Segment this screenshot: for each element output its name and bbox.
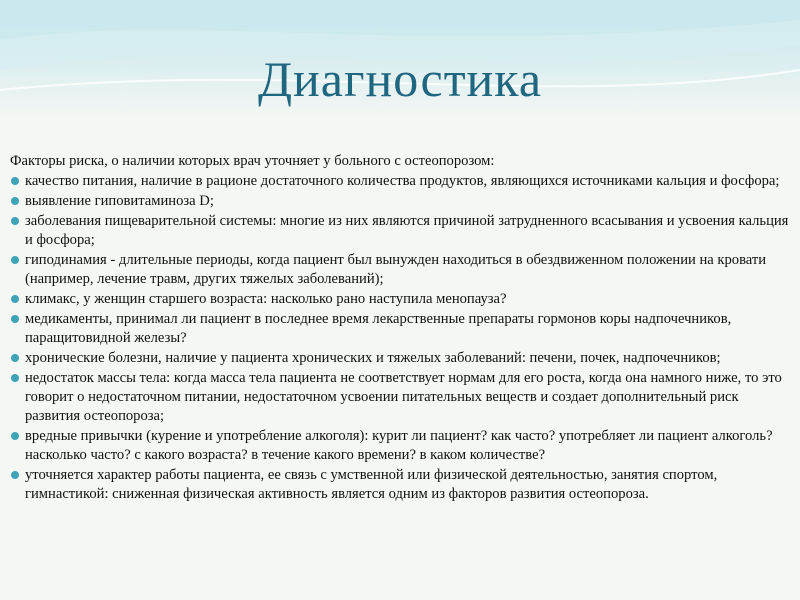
risk-factor-list	[9, 172, 794, 504]
bullet-icon	[11, 295, 19, 303]
bullet-icon	[11, 354, 19, 362]
bullet-icon	[11, 217, 19, 225]
list-item: медикаменты, принимал ли пациент в последнее время лекарственные препараты гормонов коры надпочечников, паращитовидной железы?	[9, 310, 794, 348]
list-item: недостаток массы тела: когда масса тела пациента не соответствует нормам для его роста, когда она намного ниже, то это говорит о недостаточном питании, недостаточном усвоении питательных веществ и создает дополнительный риск развития остеопороза;	[9, 369, 794, 426]
intro-text: Факторы риска, о наличии которых врач уточняет у больного с остеопорозом:	[10, 153, 495, 169]
bullet-icon	[11, 432, 19, 440]
bullet-icon	[11, 315, 19, 323]
list-item: вредные привычки (курение и употребление алкоголя): курит ли пациент? как часто? употребляет ли пациент алкоголь? насколько часто? с какого возраста? в течение какого времени? в каком количестве?	[9, 427, 794, 465]
slide-body	[9, 152, 794, 505]
list-item: выявление гиповитаминоза D;	[9, 192, 794, 211]
bullet-icon	[11, 177, 19, 185]
page-title: Диагностика	[257, 51, 543, 107]
list-item: хронические болезни, наличие у пациента хронических и тяжелых заболеваний: печени, почек, надпочечников;	[9, 349, 794, 368]
bullet-icon	[11, 197, 19, 205]
bullet-icon	[11, 471, 19, 479]
list-item: качество питания, наличие в рационе достаточного количества продуктов, являющихся источниками кальция и фосфора;	[9, 172, 794, 191]
list-item: уточняется характер работы пациента, ее связь с умственной или физической деятельностью, занятия спортом, гимнастикой: сниженная физическая активность является одним из факторов развития остеопороза.	[9, 466, 794, 504]
bullet-icon	[11, 256, 19, 264]
list-item: заболевания пищеварительной системы: многие из них являются причиной затрудненного всасывания и усвоения кальция и фосфора;	[9, 212, 794, 250]
list-item: климакс, у женщин старшего возраста: насколько рано наступила менопауза?	[9, 290, 794, 309]
list-item: гиподинамия - длительные периоды, когда пациент был вынужден находиться в обездвиженном положении на кровати (например, лечение травм, других тяжелых заболеваний);	[9, 251, 794, 289]
bullet-icon	[11, 374, 19, 382]
